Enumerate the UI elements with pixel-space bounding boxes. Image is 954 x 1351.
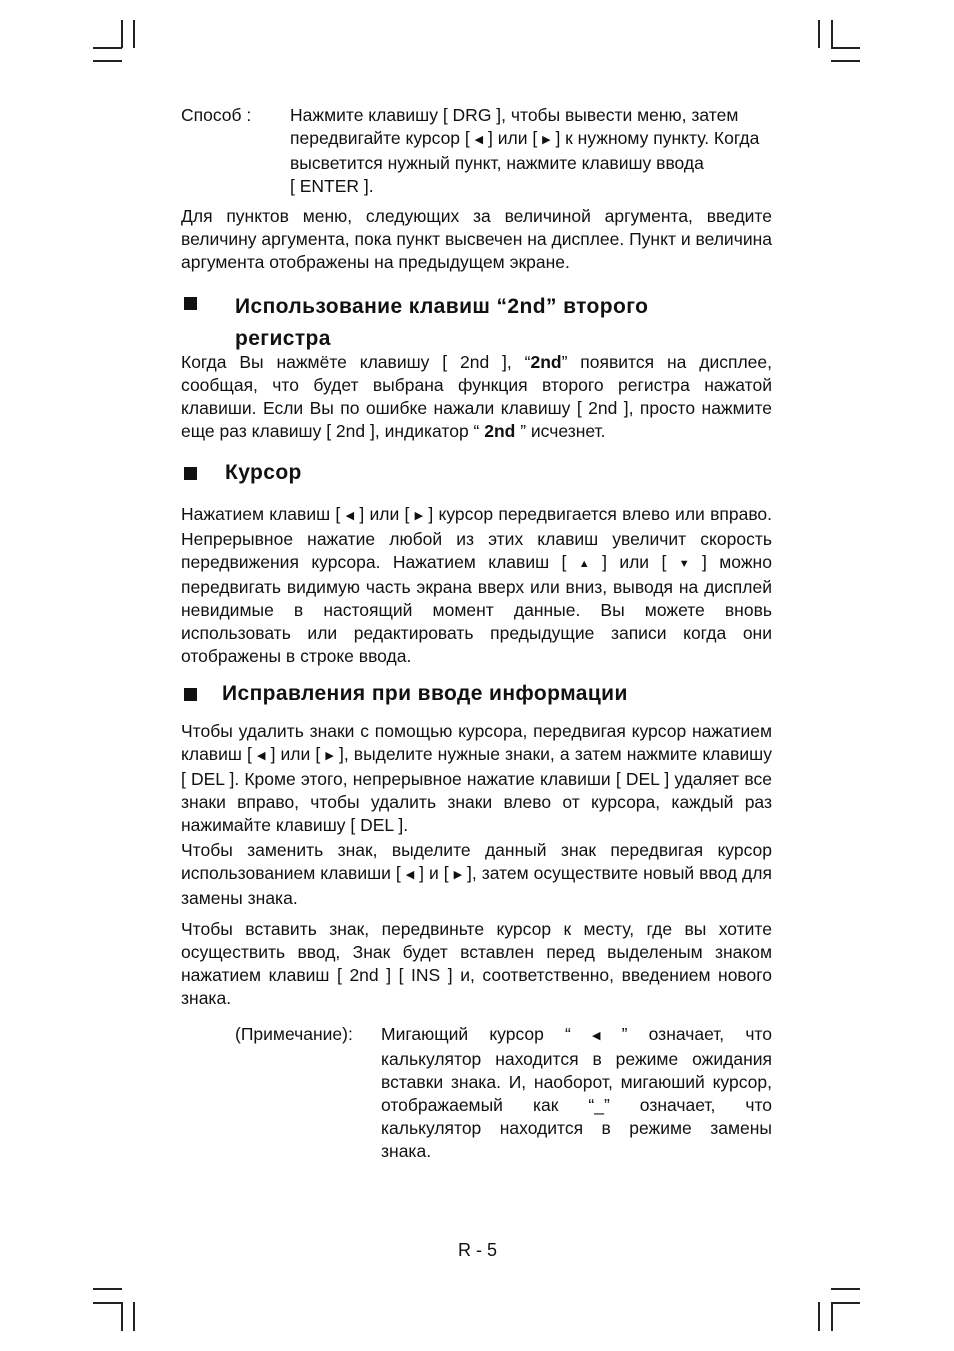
indicator-2nd: 2nd (530, 352, 562, 372)
cursor-paragraph: Нажатием клавиш [ ◀ ] или [ ▶ ] курсор передвигается влево или вправо. Непрерывное нажатие любой из этих клавиш увеличит скорость передвижения курсора. Нажатием клавиш [ ▲ ] или [ ▼ ] можно передвигать видимую часть экрана вверх или вниз, выводя на дисплей невидимые в настоящий момент данные. Вы можете вновь использовать или редактировать предыдущие записи когда они отображены в строке ввода. (181, 504, 773, 666)
right-arrow-icon: ▶ (542, 134, 551, 146)
section-bullet (184, 688, 197, 701)
edit-paragraph-replace: Чтобы заменить знак, выделите данный знак передвигая курсор использованием клавиши [ ◀ ] и [ ▶ ], затем осуществите новый ввод для замены знака. (181, 840, 772, 908)
edit-paragraph-insert: Чтобы вставить знак, передвиньте курсор к месту, где вы хотите осуществить ввод, Знак будет вставлен перед выделеным знаком нажатием клавиш [ 2nd ] [ INS ] и, соответственно, введением нового знака. (181, 919, 772, 1008)
section-bullet (184, 297, 197, 310)
method-line-3: высветится нужный пункт, нажмите клавишу ввода (290, 153, 704, 173)
right-arrow-icon: ▶ (325, 750, 334, 762)
method-text (290, 104, 772, 198)
down-arrow-icon: ▼ (678, 558, 690, 570)
page-number: R - 5 (458, 1240, 498, 1260)
left-arrow-icon: ◀ (592, 1030, 601, 1042)
section-title-edit: Исправления при вводе информации (222, 682, 628, 705)
up-arrow-icon: ▲ (578, 558, 590, 570)
method-line-4: [ ENTER ]. (290, 176, 374, 196)
left-arrow-icon: ◀ (474, 134, 484, 146)
method-line-1: Нажмите клавишу [ DRG ], чтобы вывести меню, затем (290, 105, 739, 125)
section-bullet (184, 467, 197, 480)
menu-paragraph: Для пунктов меню, следующих за величиной аргумента, введите величину аргумента, пока пункт высвечен на дисплее. Пункт и величина аргумента отображены на предыдущем экране. (181, 206, 772, 272)
right-arrow-icon: ▶ (453, 869, 463, 881)
left-arrow-icon: ◀ (256, 750, 266, 762)
left-arrow-icon: ◀ (345, 510, 355, 522)
edit-paragraph-delete: Чтобы удалить знаки с помощью курсора, передвигая курсор нажатием клавиш [ ◀ ] или [ ▶ ], выделите нужные знаки, а затем нажмите клавишу [ DEL ]. Кроме этого, непрерывное нажатие клавиши [ DEL ] удаляет все знаки вправо, чтобы удалить знаки влево от курсора, каждый раз нажимайте клавишу [ DEL ]. (181, 721, 772, 835)
left-arrow-icon: ◀ (405, 869, 415, 881)
right-arrow-icon: ▶ (414, 510, 424, 522)
note-text: Мигающий курсор “ ◀ ” означает, что калькулятор находится в режиме ожидания вставки знака. И, наоборот, мигаюший курсор, отображаемый как “_” означает, что калькулятор находится в режиме замены знака. (381, 1024, 772, 1161)
note-label: (Примечание): (235, 1024, 353, 1044)
section-title-2nd: Использование клавиш “2nd” второго регистра (235, 295, 649, 350)
section-title-cursor: Курсор (225, 461, 302, 484)
indicator-2nd: 2nd (484, 421, 516, 441)
method-line-2: передвигайте курсор [ ◀ ] или [ ▶ ] к нужному пункту. Когда (290, 127, 772, 152)
method-label: Способ : (181, 105, 252, 125)
section-2nd-paragraph: Когда Вы нажмёте клавишу [ 2nd ], “2nd” появится на дисплее, сообщая, что будет выбрана функция второго регистра нажатой клавиши. Если Вы по ошибке нажали клавишу [ 2nd ], просто нажмите еще раз клавишу [ 2nd ], индикатор “ 2nd ” исчезнет. (181, 352, 772, 441)
